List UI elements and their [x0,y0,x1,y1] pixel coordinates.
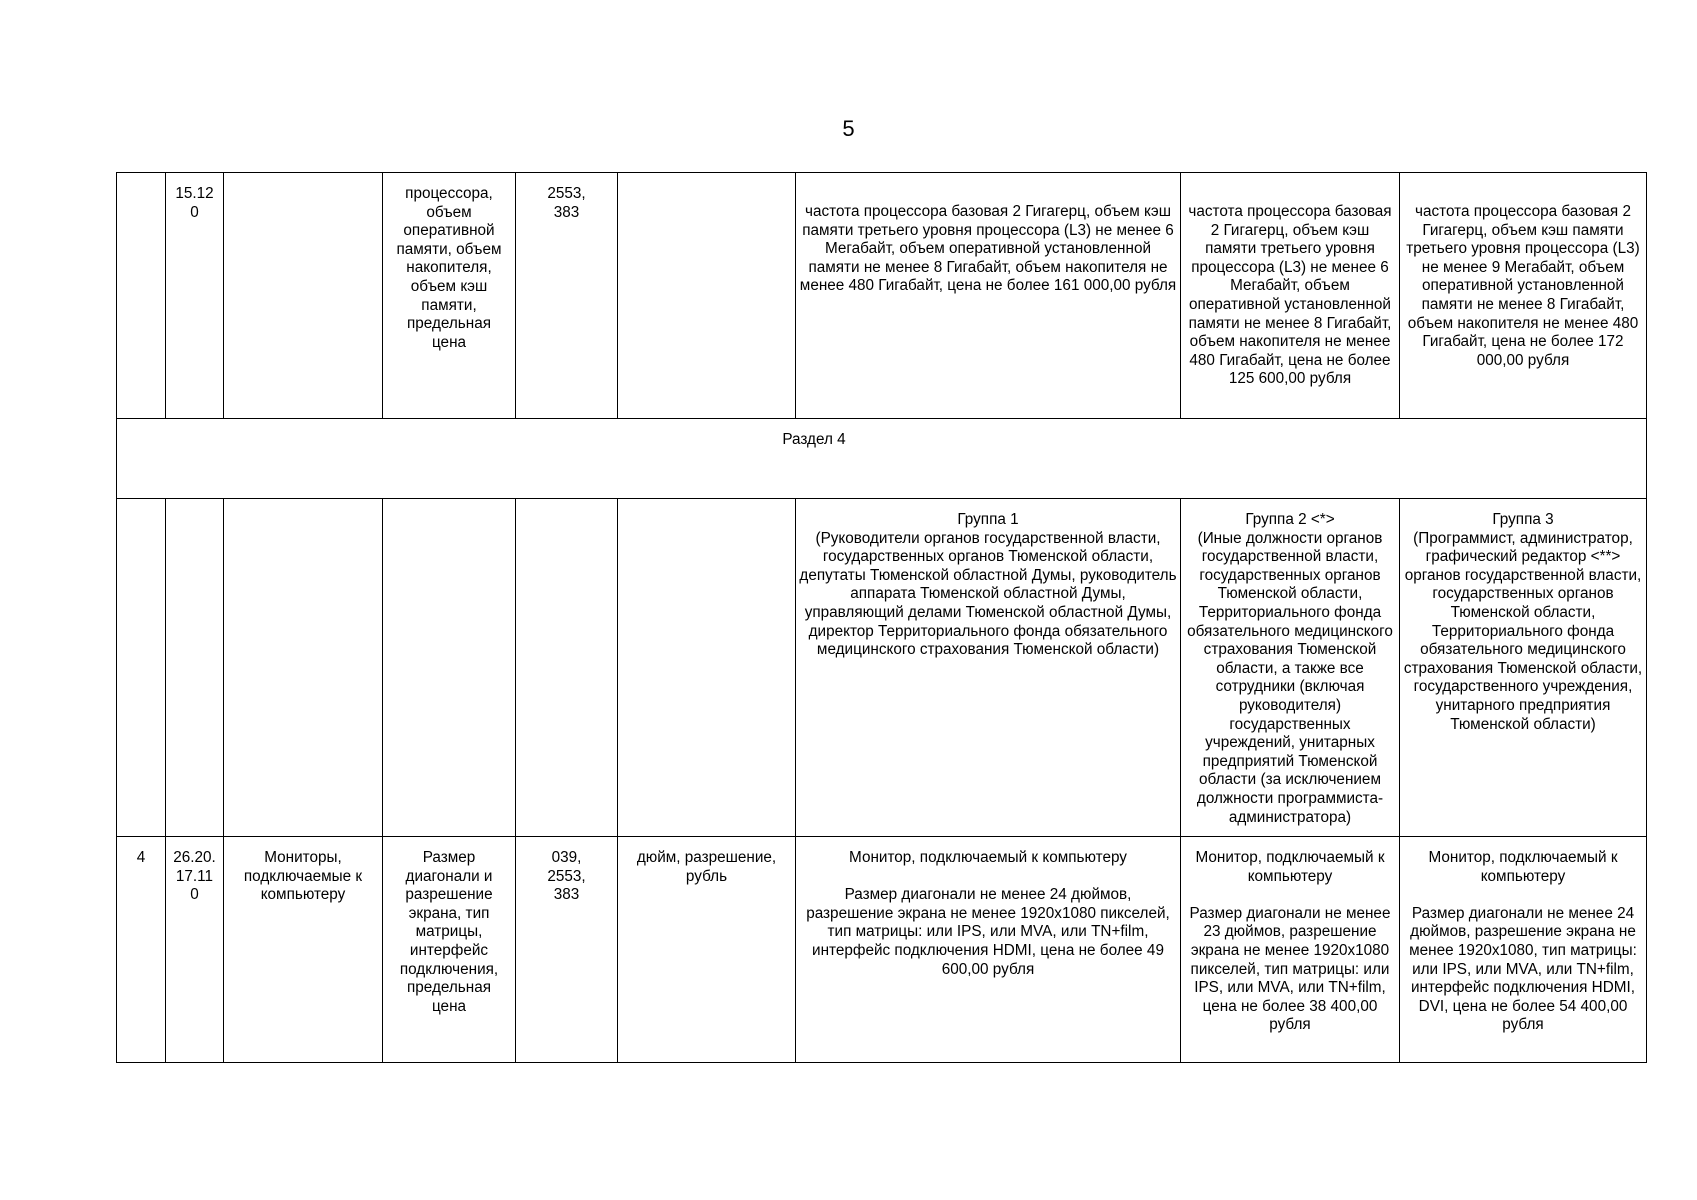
units-cell [618,499,796,837]
group2-value-cell [1181,173,1400,419]
group2-title: Группа 2 <*> [1245,511,1335,528]
group2-item-description: Размер диагонали не менее 23 дюймов, разрешение экрана не менее 1920x1080 пикселей, тип матрицы: или IPS, или MVA, или TN+film, цена не более 38 400,00 рубля [1189,904,1391,1034]
group3-title: Группа 3 [1492,511,1554,528]
units-cell [618,173,796,419]
group3-header-cell [1400,499,1647,837]
group3-value: частота процессора базовая 2 Гигагерц, объем кэш памяти третьего уровня процессора (L3) не менее 9 Мегабайт, объем оперативной установленной памяти не менее 8 Гигабайт, объем накопителя не менее 480 Гигабайт, цена не более 172 000,00 рубля [1406,203,1640,369]
table-row [117,837,1647,1063]
name-cell: Мониторы, подключаемые к компьютеру [224,837,383,1063]
group2-description: (Иные должности органов государственной власти, государственных органов Тюменской области, Территориального фонда обязательного медицинского страхования Тюменской области, а также все сотрудники (включая руководителя) государственных учреждений, унитарных предприятий Тюменской области (за исключением должности программиста-администратора) [1187,529,1393,826]
group3-description: (Программист, администратор, графический редактор <**> органов государственной власти, государственных органов Тюменской области, Территориального фонда обязательного медицинского страхования Тюменской области, государственного учреждения, унитарного предприятия Тюменской области) [1403,529,1643,733]
row-number-cell [117,499,166,837]
group1-value-cell [796,173,1181,419]
name-cell [224,499,383,837]
group2-value: частота процессора базовая 2 Гигагерц, объем кэш памяти третьего уровня процессора (L3) не менее 6 Мегабайт, объем оперативной установленной памяти не менее 8 Гигабайт, объем накопителя не менее 480 Гигабайт, цена не более 125 600,00 рубля [1188,203,1392,388]
group2-header-cell [1181,499,1400,837]
units-cell: дюйм, разрешение, рубль [618,837,796,1063]
group3-value-cell [1400,837,1647,1063]
characteristics-cell [383,499,516,837]
table-row [117,173,1647,419]
requirements-table [116,172,1647,1063]
section-row [117,419,1647,499]
okei-codes-cell [516,499,618,837]
page-number: 5 [842,116,855,141]
characteristics-cell: процессора, объем оперативной памяти, объем накопителя, объем кэш памяти, предельная цена [383,173,516,419]
group1-value: частота процессора базовая 2 Гигагерц, объем кэш памяти третьего уровня процессора (L3) не менее 6 Мегабайт, объем оперативной установленной памяти не менее 8 Гигабайт, объем накопителя не менее 480 Гигабайт, цена не более 161 000,00 рубля [799,203,1177,295]
row-number-cell [117,173,166,419]
group-header-row [117,499,1647,837]
section-title: Раздел 4 [117,419,1647,499]
row-number-cell: 4 [117,837,166,1063]
group3-item-description: Размер диагонали не менее 24 дюймов, разрешение экрана не менее 1920x1080, тип матрицы: или IPS, или MVA, или TN+film, интерфейс подключения HDMI, DVI, цена не более 54 400,00 рубля [1409,904,1637,1034]
name-cell [224,173,383,419]
group3-item-title: Монитор, подключаемый к компьютеру [1428,849,1618,885]
code-cell: 26.20. 17.11 0 [166,837,224,1063]
group1-item-description: Размер диагонали не менее 24 дюймов, разрешение экрана не менее 1920x1080 пикселей, тип матрицы: или IPS, или MVA, или TN+film, интерфейс подключения HDMI, цена не более 49 600,00 рубля [806,886,1170,978]
group1-header-cell [796,499,1181,837]
group3-value-cell [1400,173,1647,419]
characteristics-cell: Размер диагонали и разрешение экрана, тип матрицы, интерфейс подключения, предельная цена [383,837,516,1063]
group2-item-title: Монитор, подключаемый к компьютеру [1195,849,1385,885]
code-cell [166,499,224,837]
group2-value-cell [1181,837,1400,1063]
okei-codes-cell: 2553, 383 [516,173,618,419]
group1-description: (Руководители органов государственной власти, государственных органов Тюменской области, депутаты Тюменской областной Думы, руководитель аппарата Тюменской областной Думы, управляющий делами Тюменской областной Думы, директор Территориального фонда обязательного медицинского страхования Тюменской области) [799,529,1177,659]
code-cell: 15.12 0 [166,173,224,419]
group1-item-title: Монитор, подключаемый к компьютеру [849,849,1127,866]
group1-value-cell [796,837,1181,1063]
group1-title: Группа 1 [957,511,1019,528]
okei-codes-cell: 039, 2553, 383 [516,837,618,1063]
